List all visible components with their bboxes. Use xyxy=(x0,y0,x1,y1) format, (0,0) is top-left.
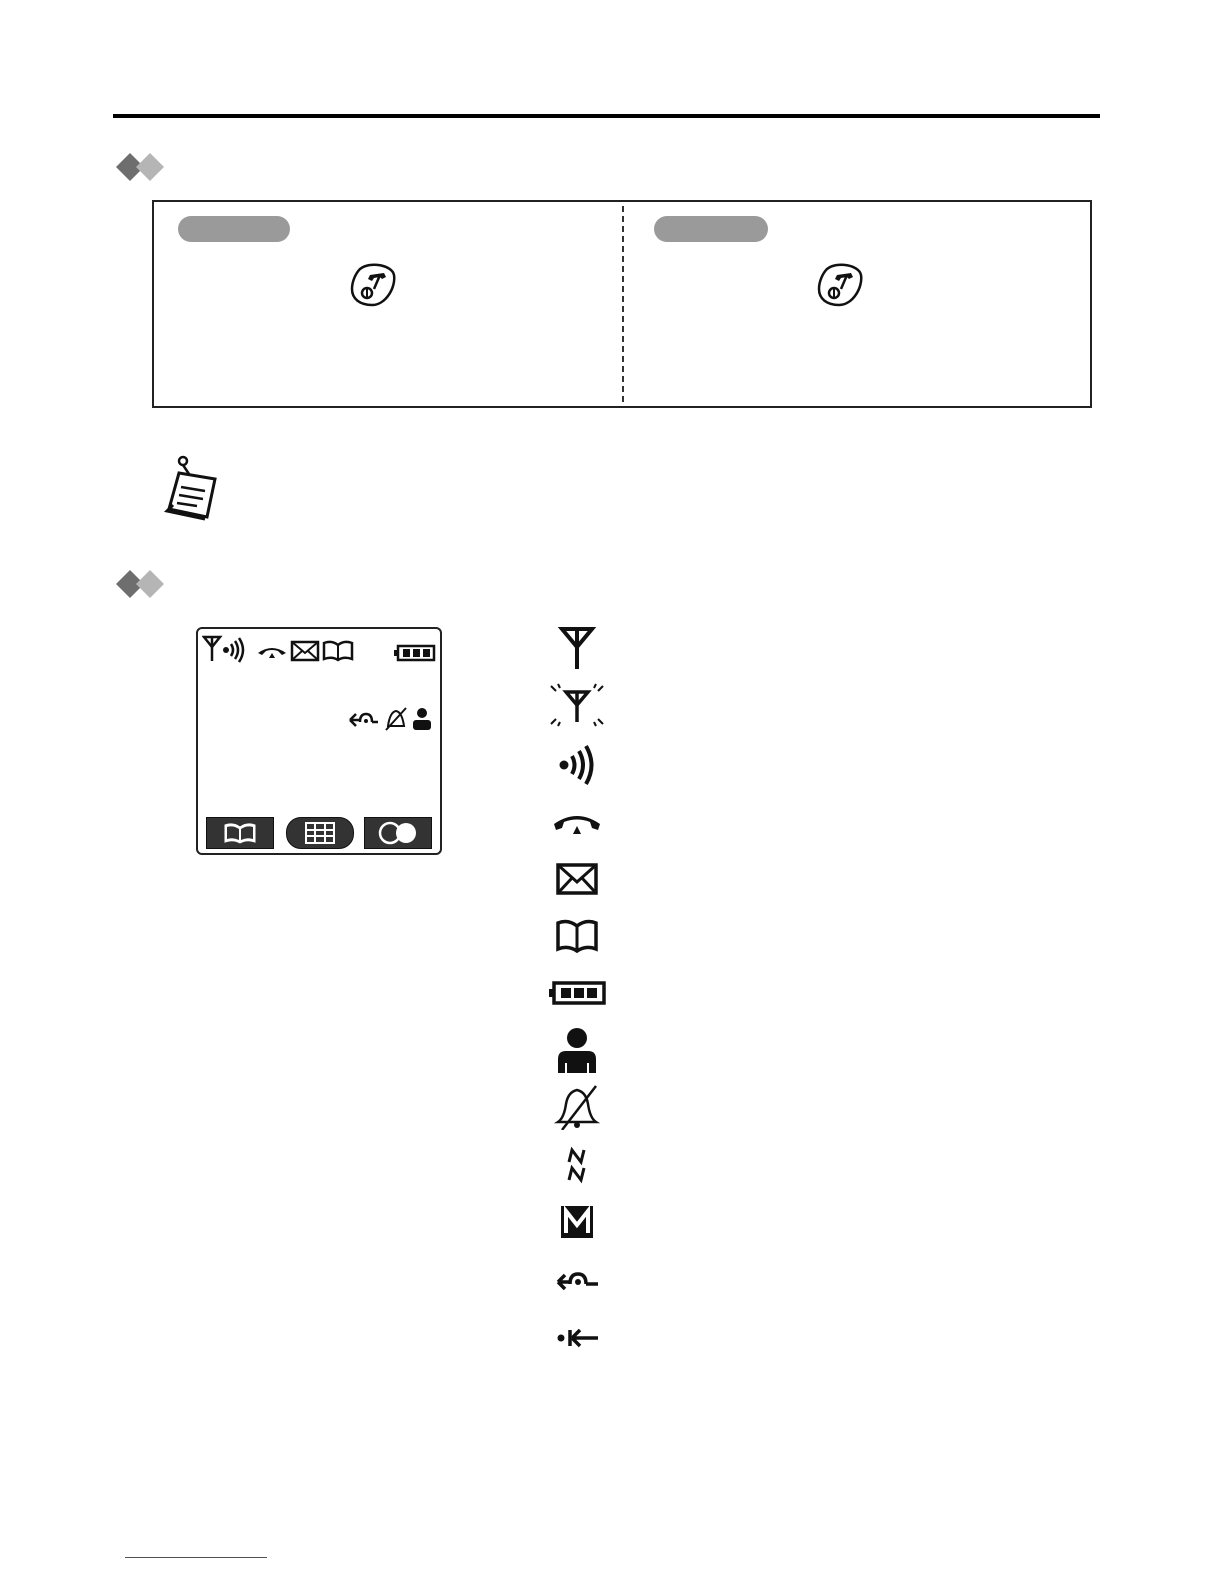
diamond-pair-icon xyxy=(115,568,165,600)
phonebook-icon xyxy=(324,642,352,660)
soft-key-phonebook[interactable] xyxy=(206,817,274,849)
power-off-key-icon xyxy=(817,263,863,307)
message-icon xyxy=(548,856,606,902)
off-hook-icon xyxy=(548,798,606,844)
call-forward-icon xyxy=(350,714,378,726)
box-divider xyxy=(622,206,624,402)
call-forward-icon xyxy=(548,1257,606,1303)
note-memo-icon xyxy=(163,455,223,521)
right-panel-pill xyxy=(654,216,768,242)
footer-link-underline[interactable] xyxy=(125,1557,267,1558)
phonebook-icon xyxy=(223,821,257,845)
person-icon xyxy=(548,1027,606,1073)
battery-icon xyxy=(548,970,606,1016)
soft-key-circles[interactable] xyxy=(364,817,432,849)
off-hook-icon xyxy=(258,648,286,658)
soft-key-grid[interactable] xyxy=(286,817,354,849)
m-icon xyxy=(548,1199,606,1245)
diamond-pair-icon xyxy=(115,151,165,183)
ringing-icon xyxy=(223,638,243,662)
antenna-blinking-icon xyxy=(548,682,606,728)
handset-display xyxy=(196,627,442,855)
power-off-key-icon xyxy=(350,263,396,307)
antenna-icon xyxy=(548,625,606,671)
ringer-off-icon xyxy=(386,708,406,730)
ringer-off-icon xyxy=(548,1084,606,1130)
intercept-icon xyxy=(548,1314,606,1360)
circles-icon xyxy=(377,821,419,845)
lcd-status-row xyxy=(202,633,438,663)
message-icon xyxy=(292,642,318,660)
phonebook-icon xyxy=(548,913,606,959)
nn-icon xyxy=(548,1142,606,1188)
lcd-indicator-row xyxy=(348,706,436,732)
left-panel-pill xyxy=(178,216,290,242)
antenna-icon xyxy=(204,637,220,661)
header-rule xyxy=(113,114,1100,118)
grid-icon xyxy=(305,822,335,844)
ringing-icon xyxy=(548,741,606,787)
person-icon xyxy=(413,708,431,730)
battery-icon xyxy=(394,646,434,660)
